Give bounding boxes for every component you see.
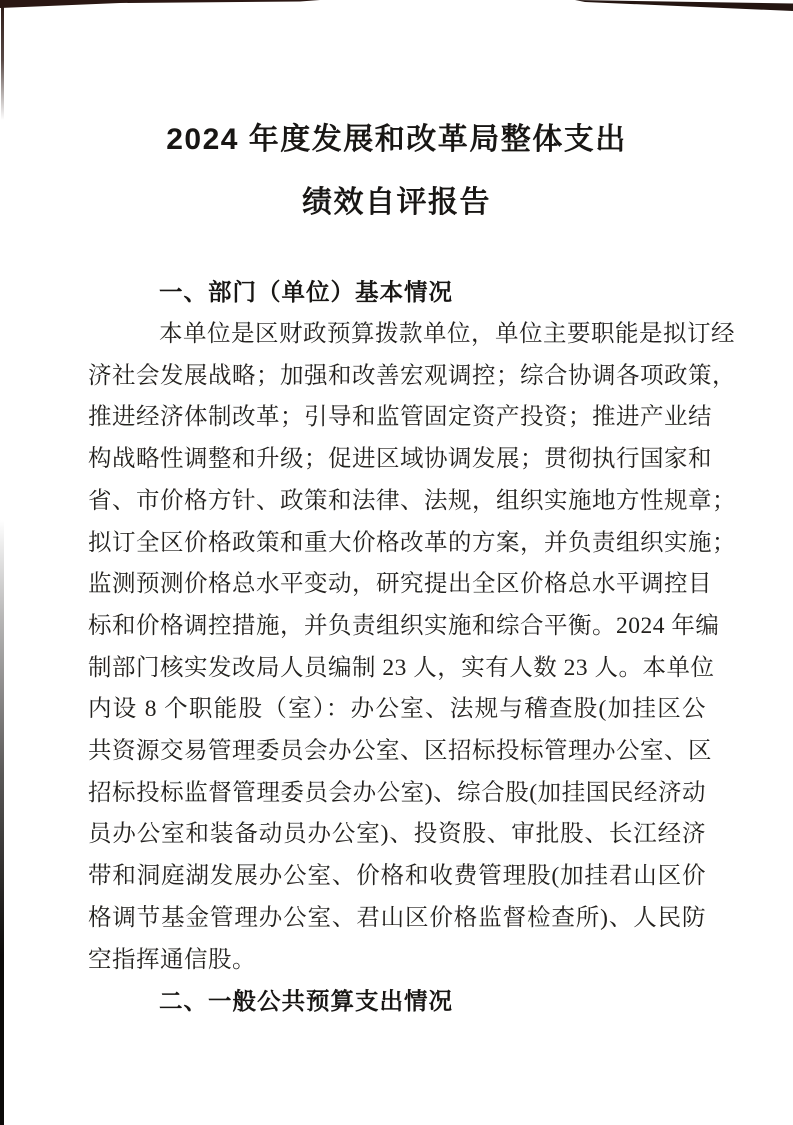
section-1-heading: 一、部门（单位）基本情况 [159,280,453,306]
section-1-paragraph [88,314,736,981]
text-line: 监测预测价格总水平变动，研究提出全区价格总水平调控目 [88,571,712,598]
text-line: 空指挥通信股。 [88,946,256,973]
text-line: 共资源交易管理委员会办公室、区招标投标管理办公室、区 [88,738,712,765]
document-body [88,272,736,1023]
text-line: 省、市价格方针、政策和法律、法规，组织实施地方性规章； [88,487,736,514]
text-line: 本单位是区财政预算拨款单位，单位主要职能是拟订经 [159,321,735,347]
document-title-line-1: 2024 年度发展和改革局整体支出 [166,123,627,156]
text-line: 制部门核实发改局人员编制 23 人，实有人数 23 人。本单位 [88,654,715,681]
document-title [0,118,793,224]
document-title-line-2: 绩效自评报告 [302,186,491,219]
text-line: 招标投标监督管理委员会办公室)、综合股(加挂国民经济动 [88,779,706,806]
scan-edge-artifact-left-bottom [0,520,4,1125]
scan-edge-artifact-left-top [1,0,4,120]
text-line: 内设 8 个职能股（室）：办公室、法规与稽查股(加挂区公 [88,696,706,723]
text-line: 推进经济体制改革；引导和监管固定资产投资；推进产业结 [88,404,712,431]
text-line: 拟订全区价格政策和重大价格改革的方案，并负责组织实施； [88,529,736,556]
text-line: 济社会发展战略；加强和改善宏观调控；综合协调各项政策， [88,362,736,389]
text-line: 构战略性调整和升级；促进区域协调发展；贯彻执行国家和 [88,446,712,473]
section-2-heading: 二、一般公共预算支出情况 [159,989,453,1016]
text-line: 格调节基金管理办公室、君山区价格监督检查所)、人民防 [88,904,706,931]
text-line: 带和洞庭湖发展办公室、价格和收费管理股(加挂君山区价 [88,863,706,890]
text-line: 员办公室和装备动员办公室)、投资股、审批股、长江经济 [88,821,706,848]
text-line: 标和价格调控措施，并负责组织实施和综合平衡。2024 年编 [88,612,720,639]
scan-edge-artifact-top [0,0,793,14]
